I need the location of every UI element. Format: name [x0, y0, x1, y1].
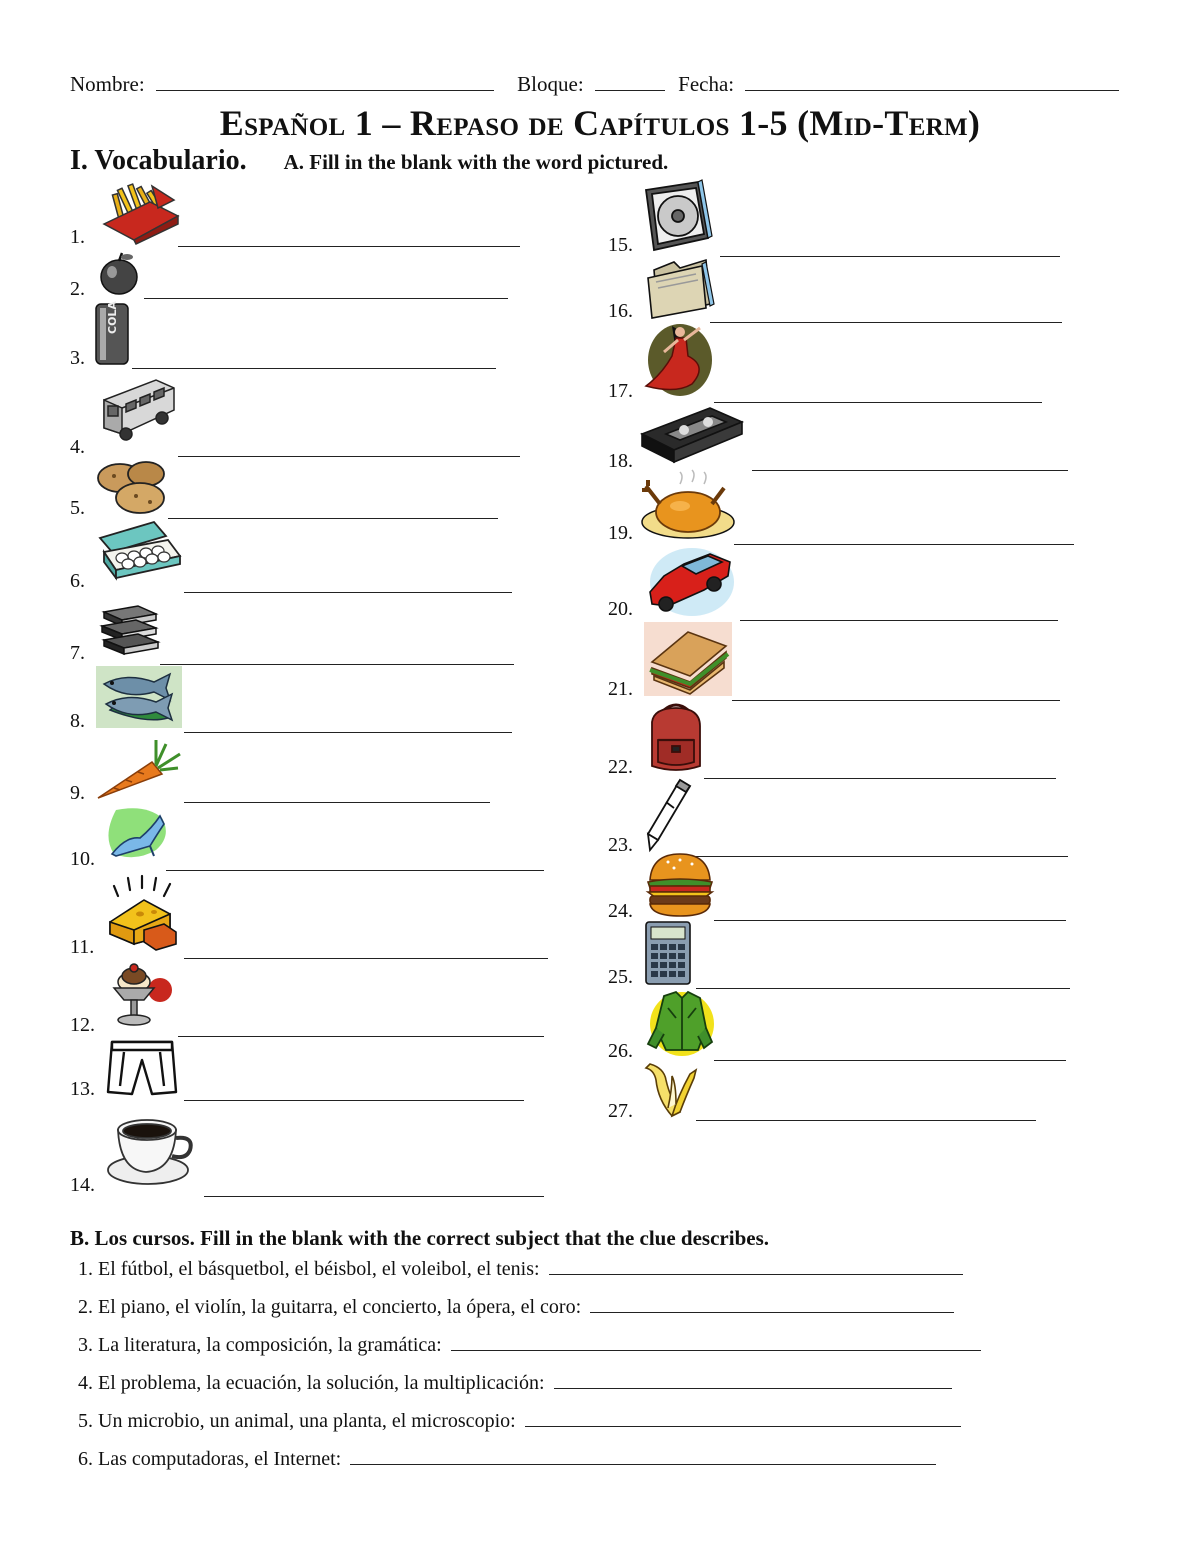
answer-field[interactable] — [451, 1332, 981, 1351]
student-info-header — [70, 72, 1119, 97]
item-number: 18. — [608, 450, 633, 472]
answer-line[interactable] — [740, 620, 1058, 621]
item-number: 21. — [608, 678, 633, 700]
item-number: 27. — [608, 1100, 633, 1122]
calculator-icon — [644, 920, 692, 986]
item-number: 13. — [70, 1078, 95, 1100]
svg-text:COLA: COLA — [106, 301, 119, 334]
item-number: 10. — [70, 848, 95, 870]
item-number: 20. — [608, 598, 633, 620]
clue-row — [78, 1294, 954, 1319]
item-number: 9. — [70, 782, 85, 804]
answer-field[interactable] — [525, 1408, 961, 1427]
pen-icon — [644, 778, 694, 852]
answer-line[interactable] — [710, 322, 1062, 323]
answer-line[interactable] — [696, 988, 1070, 989]
answer-line[interactable] — [692, 856, 1068, 857]
item-number: 15. — [608, 234, 633, 256]
cheese-icon — [104, 872, 180, 954]
videotape-icon — [640, 404, 744, 466]
answer-line[interactable] — [204, 1196, 544, 1197]
section-vocabulario — [70, 145, 668, 177]
clue-text: 2. El piano, el violín, la guitarra, el concierto, la ópera, el coro: — [78, 1296, 582, 1318]
hamburger-icon — [644, 852, 716, 918]
roast-chicken-icon — [640, 470, 740, 542]
item-number: 23. — [608, 834, 633, 856]
answer-line[interactable] — [714, 1060, 1066, 1061]
answer-line[interactable] — [184, 1100, 524, 1101]
clue-text: 3. La literatura, la composición, la gramática: — [78, 1334, 442, 1356]
answer-line[interactable] — [734, 544, 1074, 545]
answer-line[interactable] — [178, 456, 520, 457]
name-field[interactable] — [156, 72, 494, 91]
answer-line[interactable] — [752, 470, 1068, 471]
item-number: 6. — [70, 570, 85, 592]
date-field[interactable] — [745, 72, 1119, 91]
shorts-icon — [104, 1036, 180, 1098]
answer-line[interactable] — [166, 870, 544, 871]
item-number: 3. — [70, 347, 85, 369]
answer-line[interactable] — [160, 664, 514, 665]
answer-line[interactable] — [184, 732, 512, 733]
answer-field[interactable] — [590, 1294, 954, 1313]
car-icon — [644, 546, 736, 618]
answer-line[interactable] — [178, 1036, 544, 1037]
french-fries-icon — [94, 182, 184, 246]
cola-can-icon — [94, 300, 130, 368]
books-icon — [98, 604, 160, 658]
answer-line[interactable] — [704, 778, 1056, 779]
clue-row — [78, 1370, 952, 1395]
answer-line[interactable] — [132, 368, 496, 369]
answer-line[interactable] — [184, 802, 490, 803]
name-label: Nombre: — [70, 72, 145, 96]
apple-icon — [96, 250, 142, 296]
section-b-heading: B. Los cursos. Fill in the blank with the correct subject that the clue describes. — [70, 1226, 769, 1250]
ice-cream-sundae-icon — [108, 962, 174, 1032]
coffee-cup-icon — [104, 1108, 196, 1190]
bus-icon — [96, 374, 178, 444]
clue-row — [78, 1256, 963, 1281]
clue-text: 4. El problema, la ecuación, la solución, la multiplicación: — [78, 1372, 545, 1394]
answer-line[interactable] — [184, 592, 512, 593]
item-number: 17. — [608, 380, 633, 402]
item-number: 8. — [70, 710, 85, 732]
clue-text: 5. Un microbio, un animal, una planta, el microscopio: — [78, 1410, 516, 1432]
answer-field[interactable] — [350, 1446, 936, 1465]
answer-field[interactable] — [549, 1256, 963, 1275]
block-label: Bloque: — [517, 72, 584, 96]
carrot-icon — [94, 734, 184, 802]
answer-line[interactable] — [168, 518, 498, 519]
block-field[interactable] — [595, 72, 665, 91]
eggs-carton-icon — [94, 518, 186, 582]
section-heading: I. Vocabulario. — [70, 145, 247, 176]
clue-row — [78, 1332, 981, 1357]
clue-text: 1. El fútbol, el básquetbol, el béisbol, el voleibol, el tenis: — [78, 1258, 540, 1280]
item-number: 7. — [70, 642, 85, 664]
item-number: 12. — [70, 1014, 95, 1036]
backpack-icon — [644, 702, 706, 774]
fish-icon — [96, 666, 182, 728]
answer-line[interactable] — [144, 298, 508, 299]
answer-line[interactable] — [714, 920, 1066, 921]
folder-icon — [644, 256, 714, 320]
item-number: 22. — [608, 756, 633, 778]
sandwich-icon — [644, 622, 732, 696]
date-label: Fecha: — [678, 72, 735, 96]
item-number: 24. — [608, 900, 633, 922]
answer-field[interactable] — [554, 1370, 952, 1389]
item-number: 5. — [70, 497, 85, 519]
cd-case-icon — [642, 180, 714, 252]
item-number: 25. — [608, 966, 633, 988]
answer-line[interactable] — [720, 256, 1060, 257]
potatoes-icon — [96, 456, 170, 518]
item-number: 2. — [70, 278, 85, 300]
item-number: 14. — [70, 1174, 95, 1196]
item-number: 1. — [70, 226, 85, 248]
jacket-icon — [642, 988, 716, 1058]
answer-line[interactable] — [732, 700, 1060, 701]
item-number: 16. — [608, 300, 633, 322]
answer-line[interactable] — [714, 402, 1042, 403]
clue-text: 6. Las computadoras, el Internet: — [78, 1448, 342, 1470]
item-number: 11. — [70, 936, 95, 958]
answer-line[interactable] — [178, 246, 520, 247]
answer-line[interactable] — [696, 1120, 1036, 1121]
dancer-icon — [642, 322, 712, 398]
section-instruction: A. Fill in the blank with the word pictured. — [283, 150, 669, 174]
item-number: 26. — [608, 1040, 633, 1062]
item-number: 19. — [608, 522, 633, 544]
item-number: 4. — [70, 436, 85, 458]
page-title: Español 1 – Repaso de Capítulos 1-5 (Mid-Term) — [219, 103, 981, 143]
clue-row — [78, 1408, 961, 1433]
banana-icon — [642, 1060, 698, 1120]
shoe-icon — [106, 806, 168, 860]
clue-row — [78, 1446, 936, 1471]
answer-line[interactable] — [184, 958, 548, 959]
